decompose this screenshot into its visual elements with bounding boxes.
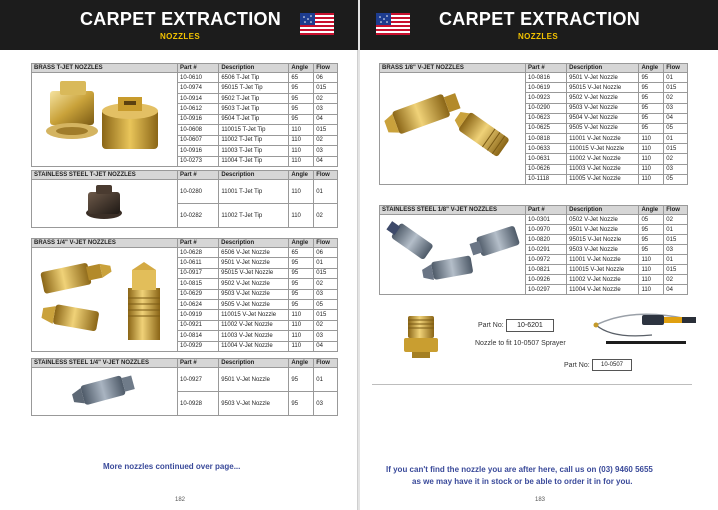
- flow: 04: [314, 156, 338, 167]
- description: 11005 V-Jet Nozzle: [567, 174, 639, 184]
- column-header-flow: Flow: [314, 239, 338, 248]
- angle: 110: [289, 320, 314, 330]
- section-title: BRASS 1/4" V-JET NOZZLES: [32, 239, 178, 248]
- sprayer-wand-image: [592, 305, 702, 360]
- part-number: 10-0929: [178, 341, 219, 351]
- flow: 01: [664, 225, 688, 235]
- product-image-cell: [32, 368, 178, 416]
- angle: 95: [289, 83, 314, 93]
- angle: 110: [289, 135, 314, 145]
- description: 11001 V-Jet Nozzle: [567, 134, 639, 144]
- description: 110015 V-Jet Nozzle: [219, 310, 289, 320]
- flow: 02: [314, 279, 338, 289]
- part-number: 10-0297: [526, 285, 567, 295]
- column-header-description: Description: [219, 64, 289, 73]
- angle: 95: [289, 279, 314, 289]
- part-number: 10-0301: [526, 215, 567, 225]
- page-title: CARPET EXTRACTION: [80, 9, 282, 29]
- part-number: 10-0623: [526, 113, 567, 123]
- angle: 110: [639, 275, 664, 285]
- flow: 04: [664, 285, 688, 295]
- part-number: 10-0290: [526, 103, 567, 113]
- australian-flag-icon: [376, 13, 410, 35]
- page-header-left: [0, 0, 358, 50]
- column-header-part: Part #: [526, 64, 567, 73]
- table-row: [32, 73, 338, 83]
- brass-t-jet-table: [31, 63, 338, 167]
- description: 95015 V-Jet Nozzle: [567, 235, 639, 245]
- continued-note: More nozzles continued over page...: [103, 462, 241, 471]
- description: 11001 T-Jet Tip: [219, 180, 289, 204]
- part-number: 10-0610: [178, 73, 219, 83]
- sprayer-nozzle-image: [398, 310, 446, 360]
- column-header-flow: Flow: [314, 171, 338, 180]
- column-header-flow: Flow: [314, 64, 338, 73]
- flow: 03: [314, 146, 338, 156]
- flow: 01: [664, 73, 688, 83]
- description: 9501 V-Jet Nozzle: [219, 258, 289, 268]
- product-image-cell: [32, 73, 178, 167]
- description: 9503 V-Jet Nozzle: [567, 245, 639, 255]
- angle: 110: [289, 180, 314, 204]
- product-image-cell: [32, 248, 178, 352]
- part-number: 10-0273: [178, 156, 219, 167]
- column-header-angle: Angle: [289, 239, 314, 248]
- sprayer-note: Nozzle to fit 10-0507 Sprayer: [475, 340, 566, 347]
- brass-eighth-v-jet-nozzle-image: [380, 73, 525, 181]
- catalog-page-right: [360, 0, 718, 510]
- part-number: 10-0280: [178, 180, 219, 204]
- column-header-flow: Flow: [314, 359, 338, 368]
- description: 11004 T-Jet Tip: [219, 156, 289, 167]
- flow: 03: [664, 245, 688, 255]
- description: 9501 V-Jet Nozzle: [567, 225, 639, 235]
- description: 6506 T-Jet Tip: [219, 73, 289, 83]
- column-header-description: Description: [219, 359, 289, 368]
- australian-flag-icon: [300, 13, 334, 35]
- page-subtitle: NOZZLES: [518, 32, 559, 41]
- part-number: 10-0926: [526, 275, 567, 285]
- description: 11001 V-Jet Nozzle: [567, 255, 639, 265]
- description: 11002 V-Jet Nozzle: [219, 320, 289, 330]
- description: 11003 V-Jet Nozzle: [567, 164, 639, 174]
- part-number: 10-0815: [178, 279, 219, 289]
- flow: 01: [314, 180, 338, 204]
- part-number: 10-0921: [178, 320, 219, 330]
- flow: 02: [664, 215, 688, 225]
- angle: 110: [289, 146, 314, 156]
- part-number: 10-0974: [178, 83, 219, 93]
- description: 9501 V-Jet Nozzle: [567, 73, 639, 83]
- column-header-description: Description: [567, 64, 639, 73]
- flow: 015: [664, 144, 688, 154]
- flow: 03: [314, 104, 338, 114]
- angle: 110: [289, 331, 314, 341]
- angle: 110: [289, 125, 314, 135]
- flow: 02: [314, 135, 338, 145]
- flow: 05: [664, 174, 688, 184]
- description: 9503 V-Jet Nozzle: [567, 103, 639, 113]
- page-subtitle: NOZZLES: [160, 32, 201, 41]
- stainless-eighth-v-jet-table: [379, 205, 688, 295]
- description: 0502 V-Jet Nozzle: [567, 215, 639, 225]
- column-header-part: Part #: [178, 171, 219, 180]
- flow: 04: [314, 114, 338, 124]
- part-number: 10-0919: [178, 310, 219, 320]
- sprayer-part-number: 10-6201: [506, 319, 554, 332]
- part-number: 10-0612: [178, 104, 219, 114]
- angle: 95: [289, 114, 314, 124]
- part-number: 10-0821: [526, 265, 567, 275]
- description: 11004 V-Jet Nozzle: [219, 341, 289, 351]
- angle: 65: [289, 248, 314, 258]
- angle: 95: [639, 73, 664, 83]
- flow: 02: [314, 204, 338, 228]
- flow: 02: [314, 93, 338, 103]
- part-number: 10-0625: [526, 123, 567, 133]
- catalog-page-left: [0, 0, 358, 510]
- part-number: 10-0916: [178, 114, 219, 124]
- column-header-description: Description: [219, 171, 289, 180]
- product-image-cell: [32, 180, 178, 228]
- column-header-angle: Angle: [639, 64, 664, 73]
- angle: 95: [639, 245, 664, 255]
- flow: 03: [314, 289, 338, 299]
- description: 110015 V-Jet Nozzle: [567, 144, 639, 154]
- angle: 95: [289, 368, 314, 392]
- flow: 015: [314, 310, 338, 320]
- column-header-angle: Angle: [289, 171, 314, 180]
- angle: 110: [289, 341, 314, 351]
- description: 11003 V-Jet Nozzle: [219, 331, 289, 341]
- description: 110015 T-Jet Tip: [219, 125, 289, 135]
- part-number: 10-0611: [178, 258, 219, 268]
- angle: 95: [289, 289, 314, 299]
- table-row: [32, 180, 338, 204]
- sprayer-wand-part-number: 10-0507: [592, 359, 632, 371]
- help-note-line2: as we may have it in stock or be able to order it in for you.: [412, 477, 633, 486]
- description: 9501 V-Jet Nozzle: [219, 368, 289, 392]
- description: 9505 V-Jet Nozzle: [219, 299, 289, 309]
- brass-quarter-v-jet-nozzle-image: [32, 248, 177, 348]
- description: 9504 T-Jet Tip: [219, 114, 289, 124]
- brass-eighth-v-jet-table: [379, 63, 688, 185]
- description: 110015 V-Jet Nozzle: [567, 265, 639, 275]
- stainless-quarter-v-jet-nozzle-image: [32, 368, 177, 412]
- angle: 95: [289, 268, 314, 278]
- angle: 95: [289, 93, 314, 103]
- description: 11002 V-Jet Nozzle: [567, 275, 639, 285]
- part-number: 10-0914: [178, 93, 219, 103]
- angle: 95: [639, 93, 664, 103]
- table-row: [32, 368, 338, 392]
- column-header-part: Part #: [178, 239, 219, 248]
- angle: 110: [639, 144, 664, 154]
- flow: 02: [664, 154, 688, 164]
- angle: 110: [639, 265, 664, 275]
- page-title: CARPET EXTRACTION: [439, 9, 641, 29]
- angle: 95: [639, 103, 664, 113]
- flow: 015: [664, 83, 688, 93]
- stainless-t-jet-table: [31, 170, 338, 228]
- angle: 110: [289, 156, 314, 167]
- part-number: 10-0619: [526, 83, 567, 93]
- product-image-cell: [380, 73, 526, 185]
- flow: 03: [314, 331, 338, 341]
- angle: 65: [289, 73, 314, 83]
- column-header-angle: Angle: [639, 206, 664, 215]
- angle: 110: [289, 310, 314, 320]
- flow: 05: [664, 123, 688, 133]
- angle: 95: [289, 299, 314, 309]
- angle: 110: [639, 154, 664, 164]
- flow: 03: [664, 103, 688, 113]
- description: 9502 V-Jet Nozzle: [567, 93, 639, 103]
- brass-quarter-v-jet-table: [31, 238, 338, 352]
- part-number: 10-0629: [178, 289, 219, 299]
- flow: 06: [314, 73, 338, 83]
- angle: 95: [639, 123, 664, 133]
- description: 11002 V-Jet Nozzle: [567, 154, 639, 164]
- flow: 015: [314, 83, 338, 93]
- part-number: 10-0607: [178, 135, 219, 145]
- column-header-description: Description: [567, 206, 639, 215]
- divider: [372, 384, 692, 385]
- flow: 02: [314, 320, 338, 330]
- part-number: 10-0818: [526, 134, 567, 144]
- column-header-part: Part #: [526, 206, 567, 215]
- part-number: 10-0917: [178, 268, 219, 278]
- flow: 015: [664, 235, 688, 245]
- description: 95015 V-Jet Nozzle: [567, 83, 639, 93]
- part-number: 10-0970: [526, 225, 567, 235]
- part-number: 10-0820: [526, 235, 567, 245]
- angle: 110: [639, 164, 664, 174]
- stainless-t-jet-nozzle-image: [32, 180, 177, 224]
- flow: 02: [664, 93, 688, 103]
- description: 9502 T-Jet Tip: [219, 93, 289, 103]
- table-row: [380, 73, 688, 83]
- part-number: 10-0923: [526, 93, 567, 103]
- part-number: 10-0916: [178, 146, 219, 156]
- description: 11002 T-Jet Tip: [219, 204, 289, 228]
- flow: 01: [314, 258, 338, 268]
- part-number: 10-0291: [526, 245, 567, 255]
- help-note-line1: If you can't find the nozzle you are after here, call us on (03) 9460 5655: [386, 465, 653, 474]
- description: 9504 V-Jet Nozzle: [567, 113, 639, 123]
- part-number: 10-0626: [526, 164, 567, 174]
- flow: 04: [314, 341, 338, 351]
- flow: 01: [314, 368, 338, 392]
- angle: 95: [639, 83, 664, 93]
- product-image-cell: [380, 215, 526, 295]
- flow: 015: [314, 268, 338, 278]
- column-header-part: Part #: [178, 359, 219, 368]
- angle: 95: [639, 235, 664, 245]
- page-header-right: [360, 0, 718, 50]
- column-header-angle: Angle: [289, 359, 314, 368]
- angle: 95: [289, 104, 314, 114]
- table-row: [380, 215, 688, 225]
- description: 11002 T-Jet Tip: [219, 135, 289, 145]
- part-number: 10-0624: [178, 299, 219, 309]
- table-row: [32, 248, 338, 258]
- sprayer-wand-part-label: Part No:: [564, 362, 590, 369]
- part-number: 10-0633: [526, 144, 567, 154]
- sprayer-part-label: Part No:: [478, 322, 504, 329]
- part-number: 10-1118: [526, 174, 567, 184]
- angle: 110: [639, 255, 664, 265]
- section-title: BRASS 1/8" V-JET NOZZLES: [380, 64, 526, 73]
- section-title: BRASS T-JET NOZZLES: [32, 64, 178, 73]
- description: 11003 T-Jet Tip: [219, 146, 289, 156]
- part-number: 10-0816: [526, 73, 567, 83]
- angle: 95: [639, 113, 664, 123]
- description: 9502 V-Jet Nozzle: [219, 279, 289, 289]
- column-header-flow: Flow: [664, 206, 688, 215]
- column-header-description: Description: [219, 239, 289, 248]
- flow: 01: [664, 134, 688, 144]
- part-number: 10-0927: [178, 368, 219, 392]
- angle: 110: [639, 134, 664, 144]
- part-number: 10-0608: [178, 125, 219, 135]
- flow: 04: [664, 113, 688, 123]
- part-number: 10-0814: [178, 331, 219, 341]
- description: 9503 V-Jet Nozzle: [219, 392, 289, 416]
- part-number: 10-0282: [178, 204, 219, 228]
- flow: 02: [664, 275, 688, 285]
- part-number: 10-0628: [178, 248, 219, 258]
- angle: 110: [639, 174, 664, 184]
- angle: 110: [639, 285, 664, 295]
- column-header-angle: Angle: [289, 64, 314, 73]
- description: 95015 T-Jet Tip: [219, 83, 289, 93]
- description: 95015 V-Jet Nozzle: [219, 268, 289, 278]
- flow: 03: [664, 164, 688, 174]
- description: 11004 V-Jet Nozzle: [567, 285, 639, 295]
- section-title: STAINLESS STEEL 1/4" V-JET NOZZLES: [32, 359, 178, 368]
- column-header-flow: Flow: [664, 64, 688, 73]
- stainless-eighth-v-jet-nozzle-image: [380, 215, 525, 291]
- part-number: 10-0631: [526, 154, 567, 164]
- brass-t-jet-nozzle-image: [32, 73, 177, 163]
- angle: 95: [289, 258, 314, 268]
- angle: 05: [639, 215, 664, 225]
- section-title: STAINLESS STEEL 1/8" V-JET NOZZLES: [380, 206, 526, 215]
- flow: 03: [314, 392, 338, 416]
- page-number: 182: [175, 497, 186, 503]
- stainless-quarter-v-jet-table: [31, 358, 338, 416]
- description: 6506 V-Jet Nozzle: [219, 248, 289, 258]
- part-number: 10-0928: [178, 392, 219, 416]
- flow: 05: [314, 299, 338, 309]
- flow: 015: [314, 125, 338, 135]
- angle: 95: [639, 225, 664, 235]
- description: 9503 V-Jet Nozzle: [219, 289, 289, 299]
- flow: 01: [664, 255, 688, 265]
- description: 9503 T-Jet Tip: [219, 104, 289, 114]
- flow: 06: [314, 248, 338, 258]
- column-header-part: Part #: [178, 64, 219, 73]
- description: 9505 V-Jet Nozzle: [567, 123, 639, 133]
- section-title: STAINLESS STEEL T-JET NOZZLES: [32, 171, 178, 180]
- page-number: 183: [535, 497, 546, 503]
- angle: 95: [289, 392, 314, 416]
- part-number: 10-0972: [526, 255, 567, 265]
- angle: 110: [289, 204, 314, 228]
- flow: 015: [664, 265, 688, 275]
